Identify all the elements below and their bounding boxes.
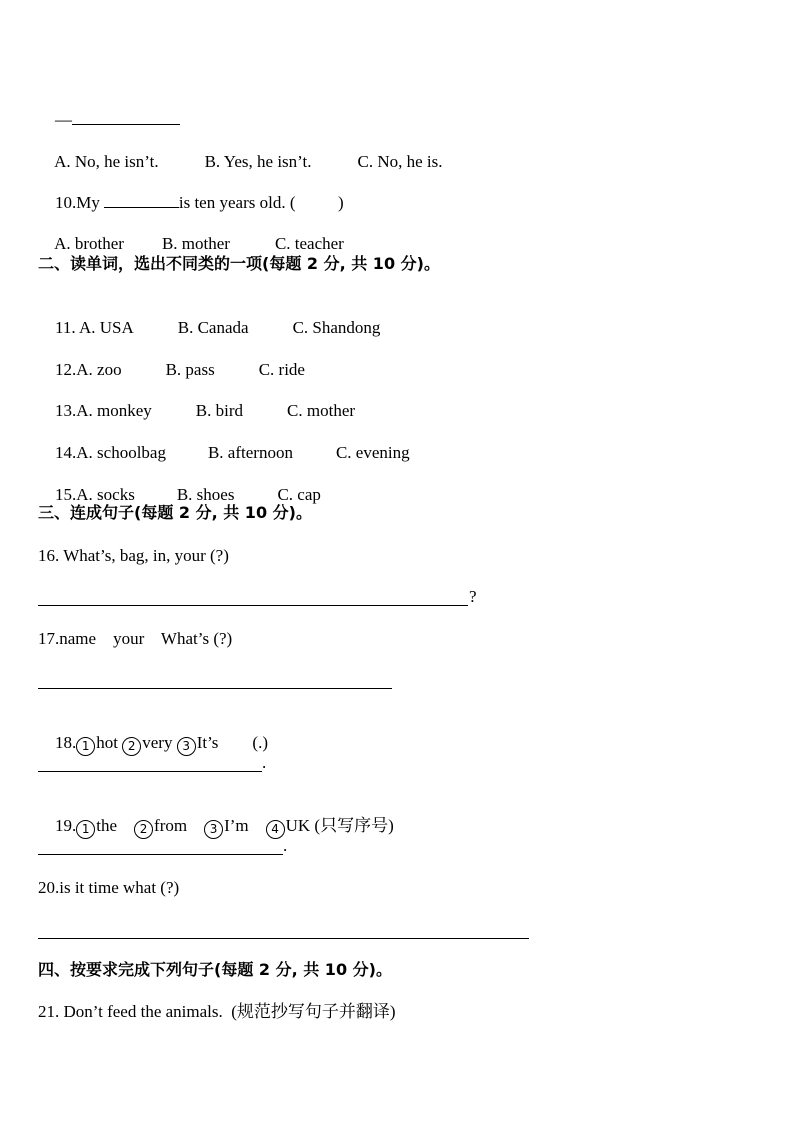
q9-option-b[interactable]: B. Yes, he isn’t.	[204, 152, 312, 171]
q19-circle-1: 1	[76, 820, 95, 839]
q15-option-c[interactable]: C. cap	[277, 485, 321, 504]
q10-option-b[interactable]: B. mother	[161, 234, 230, 253]
q11-option-b[interactable]: B. Canada	[177, 318, 249, 337]
q19-word-2: from	[154, 816, 205, 835]
section2-heading: 二、读单词，选出不同类的一项(每题 2 分, 共 10 分)。	[38, 254, 440, 273]
q20-prompt: 20.is it time what (?)	[38, 878, 180, 897]
q9-option-c[interactable]: C. No, he is.	[357, 152, 443, 171]
q12-option-b[interactable]: B. pass	[165, 360, 215, 379]
section4-heading: 四、按要求完成下列句子(每题 2 分, 共 10 分)。	[38, 960, 392, 979]
q18-word-2: very	[142, 733, 177, 752]
q18-circle-1: 1	[76, 737, 95, 756]
q19-number: 19.	[55, 816, 77, 835]
q16-answer-blank[interactable]	[38, 605, 468, 606]
q18-answer-blank[interactable]	[38, 771, 262, 772]
q18-end-mark: .	[262, 753, 267, 772]
q19-end-mark: .	[283, 836, 288, 855]
q10-blank[interactable]	[104, 193, 179, 208]
q10-prefix: 10.My	[55, 193, 100, 212]
q18-circle-2: 2	[122, 737, 141, 756]
q19-circle-3: 3	[204, 820, 223, 839]
q21-prompt: 21. Don’t feed the animals. (规范抄写句子并翻译)	[38, 1002, 396, 1021]
q19-word-4: UK (只写序号)	[285, 816, 394, 835]
q10-option-c[interactable]: C. teacher	[274, 234, 344, 253]
q17-prompt: 17.name your What’s (?)	[38, 629, 233, 648]
q13-option-b[interactable]: B. bird	[195, 401, 244, 420]
q11-number: 11.	[55, 318, 79, 337]
q19-prompt	[38, 793, 394, 861]
q15-option-a[interactable]: A. socks	[76, 485, 135, 504]
q11-option-c[interactable]: C. Shandong	[292, 318, 381, 337]
q14-option-c[interactable]: C. evening	[335, 443, 410, 462]
q12-option-c[interactable]: C. ride	[258, 360, 305, 379]
q12-option-a[interactable]: A. zoo	[76, 360, 122, 379]
q18-prompt	[38, 710, 268, 778]
section3-heading: 三、连成句子(每题 2 分, 共 10 分)。	[38, 503, 312, 522]
q10-suffix: is ten years old. ( )	[178, 193, 344, 212]
q18-word-1: hot	[96, 733, 123, 752]
q14-number: 14.	[55, 443, 77, 462]
q11-option-a[interactable]: A. USA	[78, 318, 134, 337]
q9-blank[interactable]	[72, 110, 180, 125]
q19-word-1: the	[96, 816, 135, 835]
q10-option-a[interactable]: A. brother	[54, 234, 124, 253]
q19-circle-4: 4	[266, 820, 285, 839]
q15-option-b[interactable]: B. shoes	[176, 485, 235, 504]
q16-prompt: 16. What’s, bag, in, your (?)	[38, 546, 229, 565]
q19-circle-2: 2	[134, 820, 153, 839]
q19-word-3: I’m	[224, 816, 266, 835]
q12-number: 12.	[55, 360, 77, 379]
q9-dash: —	[55, 110, 72, 129]
q18-number: 18.	[55, 733, 77, 752]
q17-answer-blank[interactable]	[38, 688, 392, 689]
q16-end-mark: ?	[469, 587, 477, 606]
q13-number: 13.	[55, 401, 77, 420]
q13-option-c[interactable]: C. mother	[287, 401, 356, 420]
q20-answer-blank[interactable]	[38, 938, 529, 939]
q18-word-3: It’s (.)	[196, 733, 268, 752]
q14-option-a[interactable]: A. schoolbag	[76, 443, 166, 462]
q15-number: 15.	[55, 485, 77, 504]
q9-option-a[interactable]: A. No, he isn’t.	[54, 152, 159, 171]
q14-option-b[interactable]: B. afternoon	[207, 443, 293, 462]
q18-circle-3: 3	[177, 737, 196, 756]
q19-answer-blank[interactable]	[38, 854, 283, 855]
q13-option-a[interactable]: A. monkey	[76, 401, 152, 420]
